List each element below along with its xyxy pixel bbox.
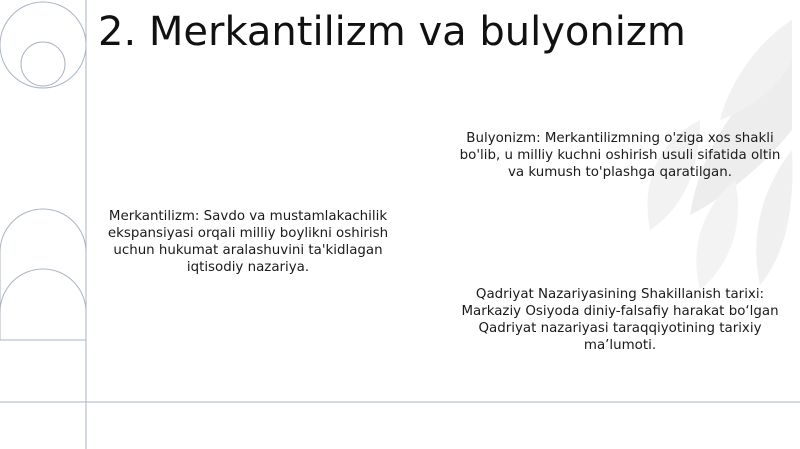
- merkantilizm-line-3: uchun hukumat aralashuvini ta'kidlagan: [113, 243, 383, 258]
- qadriyat-history: [446, 286, 794, 354]
- merkantilizm-line-4: iqtisodiy nazariya.: [186, 260, 310, 275]
- bulyonizm-line-1: Bulyonizm: Merkantilizmning o'ziga xos shakli: [466, 131, 774, 146]
- qadriyat-line-4: ma’lumoti.: [583, 338, 657, 353]
- bulyonizm-line-2: bo'lib, u milliy kuchni oshirish usuli sifatida oltin: [459, 148, 781, 163]
- qadriyat-line-3: Qadriyat nazariyasi taraqqiyotining tarixiy: [478, 321, 762, 336]
- qadriyat-line-2: Markaziy Osiyoda diniy-falsafiy harakat bo‘lgan: [461, 304, 779, 319]
- bulyonizm-line-3: va kumush to'plashga qaratilgan.: [508, 165, 732, 180]
- merkantilizm-definition: [96, 208, 400, 276]
- slide-title: 2. Merkantilizm va bulyonizm: [98, 9, 686, 55]
- bulyonizm-definition: [446, 130, 794, 181]
- qadriyat-line-1: Qadriyat Nazariyasining Shakillanish tarixi:: [475, 287, 765, 302]
- merkantilizm-line-1: Merkantilizm: Savdo va mustamlakachilik: [108, 209, 388, 224]
- merkantilizm-line-2: ekspansiyasi orqali milliy boylikni oshirish: [107, 226, 389, 241]
